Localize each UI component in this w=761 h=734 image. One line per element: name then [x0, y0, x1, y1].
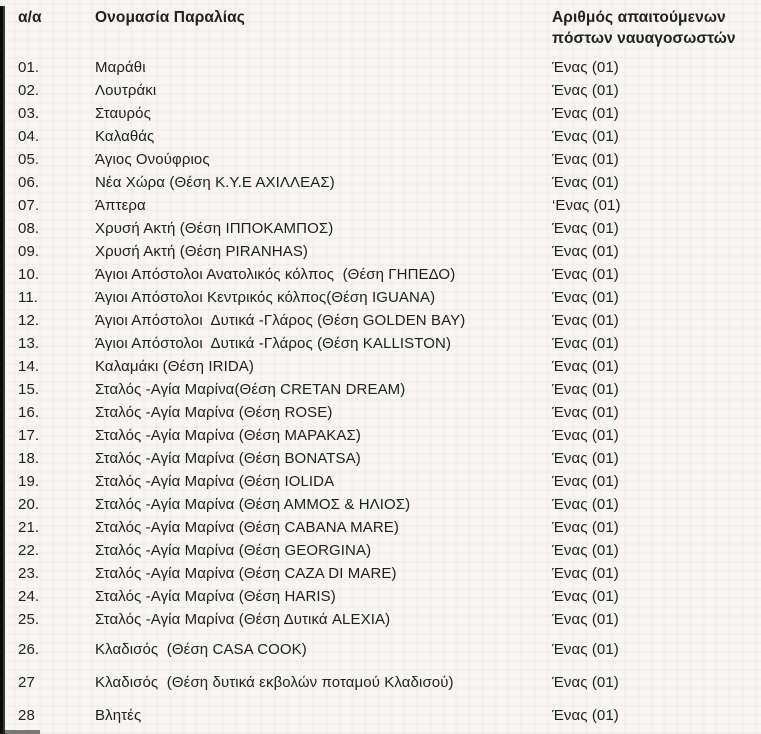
beach-name: Καλαθάς: [95, 128, 155, 145]
required-posts-value: Ένας (01): [552, 473, 619, 490]
beach-name: Άγιος Ονούφριος: [95, 151, 210, 168]
table-row: [0, 562, 761, 585]
table-row: [0, 240, 761, 263]
table-row: [0, 585, 761, 608]
row-index: 19.: [18, 473, 40, 490]
row-index: 23.: [18, 565, 40, 582]
table-row: [0, 309, 761, 332]
table-row: [0, 56, 761, 79]
required-posts-value: Ένας (01): [552, 707, 619, 724]
scan-smudge-artifact: [0, 730, 40, 734]
beach-name: Άπτερα: [95, 197, 146, 214]
column-header-index: α/α: [18, 9, 42, 26]
row-index: 09.: [18, 243, 40, 260]
beach-name: Σταλός -Αγία Μαρίνα (Θέση ΑΜΜΟΣ & ΗΛΙΟΣ): [95, 496, 411, 513]
row-index: 25.: [18, 611, 40, 628]
beach-name: Νέα Χώρα (Θέση Κ.Υ.Ε ΑΧΙΛΛΕΑΣ): [95, 174, 335, 191]
required-posts-value: Ένας (01): [552, 266, 619, 283]
beach-name: Άγιοι Απόστολοι Κεντρικός κόλπος(Θέση IGUANA): [95, 289, 436, 306]
beach-name: Σταλός -Αγία Μαρίνα (Θέση CABANA MARE): [95, 519, 399, 536]
table-row: [0, 447, 761, 470]
required-posts-value: Ένας (01): [552, 542, 619, 559]
beach-name: Μαράθι: [95, 59, 146, 76]
table-header-row: [0, 0, 761, 49]
table-row: [0, 171, 761, 194]
required-posts-value: Ένας (01): [552, 450, 619, 467]
row-index: 03.: [18, 105, 40, 122]
table-row: [0, 217, 761, 240]
required-posts-value: Ένας (01): [552, 289, 619, 306]
beach-name: Κλαδισός (Θέση CASA COOK): [95, 641, 307, 658]
beach-name: Άγιοι Απόστολοι Ανατολικός κόλπος (Θέση ΓΗΠΕΔΟ): [95, 266, 456, 283]
required-posts-value: Ένας (01): [552, 611, 619, 628]
required-posts-value: Ένας (01): [552, 151, 619, 168]
beach-name: Κλαδισός (Θέση δυτικά εκβολών ποταμού Κλαδισού): [95, 674, 454, 691]
table-row: [0, 608, 761, 631]
row-index: 08.: [18, 220, 40, 237]
row-index: 11.: [18, 289, 39, 306]
required-posts-value: Ένας (01): [552, 105, 619, 122]
row-index: 22.: [18, 542, 40, 559]
row-index: 18.: [18, 450, 40, 467]
column-header-required-posts: Αριθμός απαιτούμενων πόστων ναυαγοσωστών: [552, 9, 736, 47]
row-index: 04.: [18, 128, 40, 145]
required-posts-value: Ένας (01): [552, 220, 619, 237]
row-index: 24.: [18, 588, 40, 605]
table-row: [0, 125, 761, 148]
beach-name: Σταλός -Αγία Μαρίνα (Θέση GEORGINA): [95, 542, 372, 559]
row-index: 16.: [18, 404, 40, 421]
required-posts-value: Ένας (01): [552, 312, 619, 329]
beach-name: Σταλός -Αγία Μαρίνα (Θέση ΜΑΡΑΚΑΣ): [95, 427, 361, 444]
required-posts-value: Ένας (01): [552, 496, 619, 513]
row-index: 14.: [18, 358, 40, 375]
row-index: 15.: [18, 381, 40, 398]
table-row: [0, 378, 761, 401]
table-row: [0, 332, 761, 355]
beach-name: Σταλός -Αγία Μαρίνα (Θέση ROSE): [95, 404, 333, 421]
table-row: [0, 470, 761, 493]
table-row: [0, 79, 761, 102]
beach-name: Σταλός -Αγία Μαρίνα (Θέση IOLIDA: [95, 473, 335, 490]
required-posts-value: Ένας (01): [552, 427, 619, 444]
required-posts-value: Ένας (01): [552, 588, 619, 605]
beach-name: Καλαμάκι (Θέση IRIDA): [95, 358, 254, 375]
row-index: 01.: [18, 59, 40, 76]
row-index: 13.: [18, 335, 40, 352]
required-posts-value: Ένας (01): [552, 335, 619, 352]
beach-name: Σταλός -Αγία Μαρίνα (Θέση BONATSA): [95, 450, 361, 467]
beach-name: Λουτράκι: [95, 82, 157, 99]
beach-name: Σταλός -Αγία Μαρίνα (Θέση Δυτικά ALEXIA): [95, 611, 391, 628]
column-header-beach-name: Ονομασία Παραλίας: [95, 9, 245, 26]
row-index: 02.: [18, 82, 40, 99]
row-index: 10.: [18, 266, 40, 283]
row-index: 06.: [18, 174, 40, 191]
beach-name: Σταυρός: [95, 105, 151, 122]
beach-name: Χρυσή Ακτή (Θέση ΙΠΠΟΚΑΜΠΟΣ): [95, 220, 334, 237]
row-index: 26.: [18, 641, 40, 658]
beach-name: Σταλός -Αγία Μαρίνα (Θέση HARIS): [95, 588, 336, 605]
table-row: [0, 539, 761, 562]
table-row: [0, 263, 761, 286]
row-index: 12.: [18, 312, 40, 329]
table-row: [0, 699, 761, 732]
row-index: 21.: [18, 519, 40, 536]
required-posts-value: Ένας (01): [552, 565, 619, 582]
beach-name: Σταλός -Αγία Μαρίνα (Θέση CAZA DI MARE): [95, 565, 397, 582]
required-posts-value: Ένας (01): [552, 59, 619, 76]
required-posts-value: Ένας (01): [552, 243, 619, 260]
table-row: [0, 493, 761, 516]
required-posts-value: Ένας (01): [552, 519, 619, 536]
table-row: [0, 102, 761, 125]
required-posts-value: Ένας (01): [552, 381, 619, 398]
required-posts-value: Ένας (01): [552, 128, 619, 145]
table-row: [0, 194, 761, 217]
table-row: [0, 666, 761, 699]
beach-name: Σταλός -Αγία Μαρίνα(Θέση CRETAN DREAM): [95, 381, 406, 398]
required-posts-value: Ένας (01): [552, 358, 619, 375]
table-row: [0, 148, 761, 171]
table-body: [0, 56, 761, 732]
required-posts-value: Ένας (01): [552, 674, 619, 691]
row-index: 20.: [18, 496, 40, 513]
row-index: 17.: [18, 427, 40, 444]
beach-name: Χρυσή Ακτή (Θέση PIRANHAS): [95, 243, 309, 260]
table-row: [0, 286, 761, 309]
row-index: 05.: [18, 151, 40, 168]
scan-edge-artifact: [0, 6, 5, 734]
row-index: 27: [18, 674, 35, 691]
required-posts-value: Ένας (01): [552, 641, 619, 658]
beach-name: Άγιοι Απόστολοι Δυτικά -Γλάρος (Θέση GOLDEN BAY): [95, 312, 466, 329]
table-row: [0, 401, 761, 424]
table-row: [0, 633, 761, 666]
row-index: 07.: [18, 197, 40, 214]
required-posts-value: Ένας (01): [552, 174, 619, 191]
beach-name: Βλητές: [95, 707, 142, 724]
required-posts-value: Ένας (01): [552, 82, 619, 99]
table-row: [0, 424, 761, 447]
row-index: 28: [18, 707, 35, 724]
table-row: [0, 355, 761, 378]
beach-name: Άγιοι Απόστολοι Δυτικά -Γλάρος (Θέση KALLISTON): [95, 335, 452, 352]
required-posts-value: ‘Ενας (01): [552, 197, 621, 214]
required-posts-value: Ένας (01): [552, 404, 619, 421]
table-row: [0, 516, 761, 539]
